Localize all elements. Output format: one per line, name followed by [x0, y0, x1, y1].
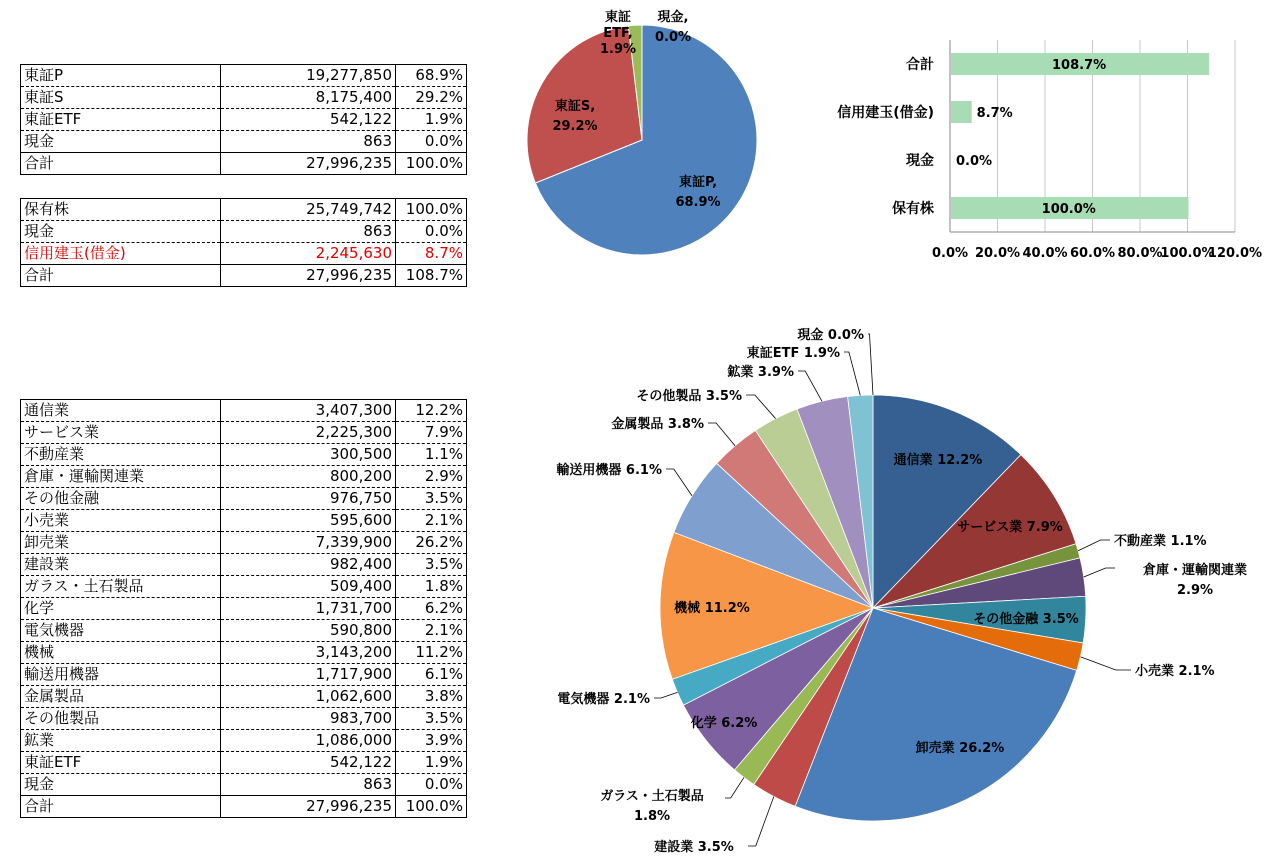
data-label-line: 倉庫・運輸関連業: [1142, 563, 1248, 578]
data-label: [1143, 562, 1247, 598]
cell-amount: 863: [221, 774, 396, 796]
data-label: [653, 839, 734, 855]
data-label-line: その他金融 3.5%: [973, 612, 1079, 627]
data-label: [797, 327, 864, 343]
table-row: [21, 488, 467, 510]
table-row: [21, 199, 467, 221]
data-label-line: ガラス・土石製品: [600, 789, 704, 804]
y-category-label: 保有株: [892, 201, 934, 217]
data-label-line: 東証ETF 1.9%: [746, 346, 840, 361]
cell-pct: 108.7%: [396, 265, 467, 287]
leader-line: [844, 352, 860, 395]
data-label-line: 東証: [604, 10, 632, 25]
cell-amount: 982,400: [221, 554, 396, 576]
cell-name: 保有株: [21, 199, 221, 221]
cell-pct: 2.9%: [396, 466, 467, 488]
cell-name: 鉱業: [21, 730, 221, 752]
cell-pct: 0.0%: [396, 774, 467, 796]
cell-name: その他金融: [21, 488, 221, 510]
table-row: [21, 576, 467, 598]
data-label: [600, 9, 636, 57]
cell-amount: 3,143,200: [221, 642, 396, 664]
margin-table: [20, 198, 467, 287]
sector-table: [20, 399, 467, 818]
leader-line: [746, 395, 776, 419]
cell-pct: 1.8%: [396, 576, 467, 598]
cell-pct: 2.1%: [396, 620, 467, 642]
leader-line: [666, 469, 692, 496]
x-tick-label: 120.0%: [1207, 246, 1263, 261]
cell-name: 機械: [21, 642, 221, 664]
cell-pct: 12.2%: [396, 400, 467, 422]
data-label: [674, 600, 750, 616]
data-label: [973, 611, 1079, 627]
y-category-label: 現金: [906, 153, 934, 169]
cell-name: 現金: [21, 221, 221, 243]
cell-pct: 100.0%: [396, 153, 467, 175]
cell-name: 東証ETF: [21, 109, 221, 131]
data-label: [916, 740, 1005, 756]
cell-amount: 19,277,850: [221, 65, 396, 87]
leader-line: [1080, 657, 1131, 670]
table-row: [21, 642, 467, 664]
data-label-line: ETF,: [603, 26, 633, 41]
data-label: [557, 691, 650, 707]
cell-pct: 1.9%: [396, 752, 467, 774]
table-row: [21, 153, 467, 175]
data-label-line: 68.9%: [675, 195, 721, 210]
cell-amount: 800,200: [221, 466, 396, 488]
cell-amount: 27,996,235: [221, 153, 396, 175]
data-label-line: 2.9%: [1176, 583, 1214, 598]
data-label-line: 1.8%: [633, 809, 671, 824]
cell-name: 現金: [21, 131, 221, 153]
table-row: [21, 444, 467, 466]
y-category-label: 合計: [906, 57, 934, 73]
cell-amount: 863: [221, 131, 396, 153]
data-label-line: 建設業 3.5%: [654, 840, 734, 855]
data-label-line: 化学 6.2%: [690, 716, 758, 731]
cell-name: 化学: [21, 598, 221, 620]
cell-name: その他製品: [21, 708, 221, 730]
data-label-line: サービス業 7.9%: [957, 520, 1063, 535]
data-label-line: 鉱業 3.9%: [727, 365, 794, 380]
leader-line: [708, 423, 735, 446]
data-label-line: 29.2%: [552, 119, 598, 134]
cell-pct: 8.7%: [396, 243, 467, 265]
cell-name: 信用建玉(借金): [21, 243, 221, 265]
table-row: [21, 400, 467, 422]
cell-amount: 27,996,235: [221, 796, 396, 818]
cell-name: 不動産業: [21, 444, 221, 466]
market-pie-chart: [520, 0, 800, 280]
data-label: [636, 388, 742, 404]
bar-data-label: 0.0%: [956, 154, 993, 169]
cell-pct: 7.9%: [396, 422, 467, 444]
cell-amount: 8,175,400: [221, 87, 396, 109]
leader-line: [654, 692, 677, 698]
y-category-label: 信用建玉(借金): [837, 105, 934, 121]
cell-name: 小売業: [21, 510, 221, 532]
cell-amount: 7,339,900: [221, 532, 396, 554]
data-label-line: 機械 11.2%: [674, 601, 750, 616]
table-row: [21, 620, 467, 642]
cell-pct: 1.9%: [396, 109, 467, 131]
cell-amount: 3,407,300: [221, 400, 396, 422]
bar-data-label: 100.0%: [1041, 202, 1096, 217]
x-tick-label: 80.0%: [1117, 246, 1163, 261]
cell-pct: 0.0%: [396, 221, 467, 243]
cell-amount: 1,062,600: [221, 686, 396, 708]
cell-pct: 68.9%: [396, 65, 467, 87]
cell-amount: 983,700: [221, 708, 396, 730]
cell-pct: 1.1%: [396, 444, 467, 466]
table-row: [21, 422, 467, 444]
data-label: [690, 715, 758, 731]
cell-name: 通信業: [21, 400, 221, 422]
cell-amount: 2,225,300: [221, 422, 396, 444]
data-label: [556, 462, 662, 478]
cell-amount: 1,731,700: [221, 598, 396, 620]
cell-name: 合計: [21, 796, 221, 818]
data-label-line: 現金 0.0%: [797, 328, 864, 343]
leader-line: [748, 797, 774, 846]
cell-pct: 29.2%: [396, 87, 467, 109]
cell-pct: 2.1%: [396, 510, 467, 532]
cell-pct: 3.5%: [396, 554, 467, 576]
cell-amount: 863: [221, 221, 396, 243]
cell-pct: 3.5%: [396, 708, 467, 730]
cell-name: 金属製品: [21, 686, 221, 708]
cell-name: 東証S: [21, 87, 221, 109]
cell-name: サービス業: [21, 422, 221, 444]
cell-amount: 25,749,742: [221, 199, 396, 221]
cell-pct: 3.9%: [396, 730, 467, 752]
data-label-line: 電気機器 2.1%: [557, 692, 650, 707]
data-label-line: 東証S,: [554, 99, 596, 114]
data-label: [957, 519, 1063, 535]
cell-amount: 976,750: [221, 488, 396, 510]
table-row: [21, 265, 467, 287]
table-row: [21, 686, 467, 708]
data-label: [600, 788, 704, 824]
cell-amount: 509,400: [221, 576, 396, 598]
table-row: [21, 466, 467, 488]
cell-name: 輸送用機器: [21, 664, 221, 686]
cell-name: ガラス・土石製品: [21, 576, 221, 598]
table-row: [21, 708, 467, 730]
cell-name: 合計: [21, 265, 221, 287]
cell-amount: 1,717,900: [221, 664, 396, 686]
cell-amount: 595,600: [221, 510, 396, 532]
cell-pct: 3.8%: [396, 686, 467, 708]
data-label-line: 卸売業 26.2%: [915, 741, 1005, 756]
x-tick-label: 100.0%: [1160, 246, 1215, 261]
cell-amount: 300,500: [221, 444, 396, 466]
table-row: [21, 774, 467, 796]
data-label-line: 輸送用機器 6.1%: [556, 463, 662, 478]
data-label: [747, 345, 840, 361]
cell-pct: 26.2%: [396, 532, 467, 554]
table-row: [21, 730, 467, 752]
cell-name: 電気機器: [21, 620, 221, 642]
x-tick-label: 0.0%: [931, 246, 969, 261]
market-table: [20, 64, 467, 175]
data-label-line: 現金,: [657, 10, 689, 25]
data-label-line: 小売業 2.1%: [1135, 664, 1215, 679]
data-label-line: 不動産業 1.1%: [1114, 534, 1207, 549]
data-label: [894, 452, 983, 468]
cell-name: 現金: [21, 774, 221, 796]
data-label-line: 1.9%: [599, 42, 637, 57]
cell-amount: 27,996,235: [221, 265, 396, 287]
table-row: [21, 796, 467, 818]
cell-pct: 100.0%: [396, 796, 467, 818]
table-row: [21, 87, 467, 109]
table-row: [21, 243, 467, 265]
data-label: [1135, 663, 1215, 679]
bar: [951, 101, 972, 123]
cell-name: 建設業: [21, 554, 221, 576]
cell-name: 東証ETF: [21, 752, 221, 774]
bar-data-label: 108.7%: [1052, 58, 1107, 73]
cell-name: 倉庫・運輸関連業: [21, 466, 221, 488]
data-label: [1114, 533, 1207, 549]
data-label-line: 東証P,: [678, 175, 718, 190]
data-label-line: 金属製品 3.8%: [611, 417, 704, 432]
cell-pct: 0.0%: [396, 131, 467, 153]
margin-bar-chart: [837, 0, 1263, 270]
table-row: [21, 664, 467, 686]
table-row: [21, 109, 467, 131]
x-tick-label: 40.0%: [1022, 246, 1068, 261]
sector-pie-chart: [500, 328, 1280, 868]
data-label-line: 0.0%: [654, 30, 692, 45]
cell-pct: 3.5%: [396, 488, 467, 510]
table-row: [21, 532, 467, 554]
x-tick-label: 20.0%: [974, 246, 1021, 261]
leader-line: [868, 334, 873, 395]
table-row: [21, 65, 467, 87]
table-row: [21, 131, 467, 153]
cell-pct: 6.1%: [396, 664, 467, 686]
table-row: [21, 752, 467, 774]
leader-line: [1084, 568, 1115, 577]
table-row: [21, 221, 467, 243]
table-row: [21, 510, 467, 532]
cell-name: 東証P: [21, 65, 221, 87]
leader-line: [798, 371, 822, 401]
cell-amount: 2,245,630: [221, 243, 396, 265]
cell-pct: 11.2%: [396, 642, 467, 664]
leader-line: [725, 777, 744, 798]
data-label-line: その他製品 3.5%: [636, 389, 742, 404]
cell-name: 卸売業: [21, 532, 221, 554]
cell-name: 合計: [21, 153, 221, 175]
cell-amount: 590,800: [221, 620, 396, 642]
cell-amount: 542,122: [221, 109, 396, 131]
data-label: [726, 364, 794, 380]
data-label-line: 通信業 12.2%: [893, 453, 983, 468]
table-row: [21, 598, 467, 620]
x-tick-label: 60.0%: [1069, 246, 1116, 261]
cell-amount: 542,122: [221, 752, 396, 774]
cell-pct: 6.2%: [396, 598, 467, 620]
cell-pct: 100.0%: [396, 199, 467, 221]
bar-data-label: 8.7%: [976, 106, 1013, 121]
table-row: [21, 554, 467, 576]
leader-line: [1078, 540, 1110, 551]
cell-amount: 1,086,000: [221, 730, 396, 752]
data-label: [611, 416, 704, 432]
